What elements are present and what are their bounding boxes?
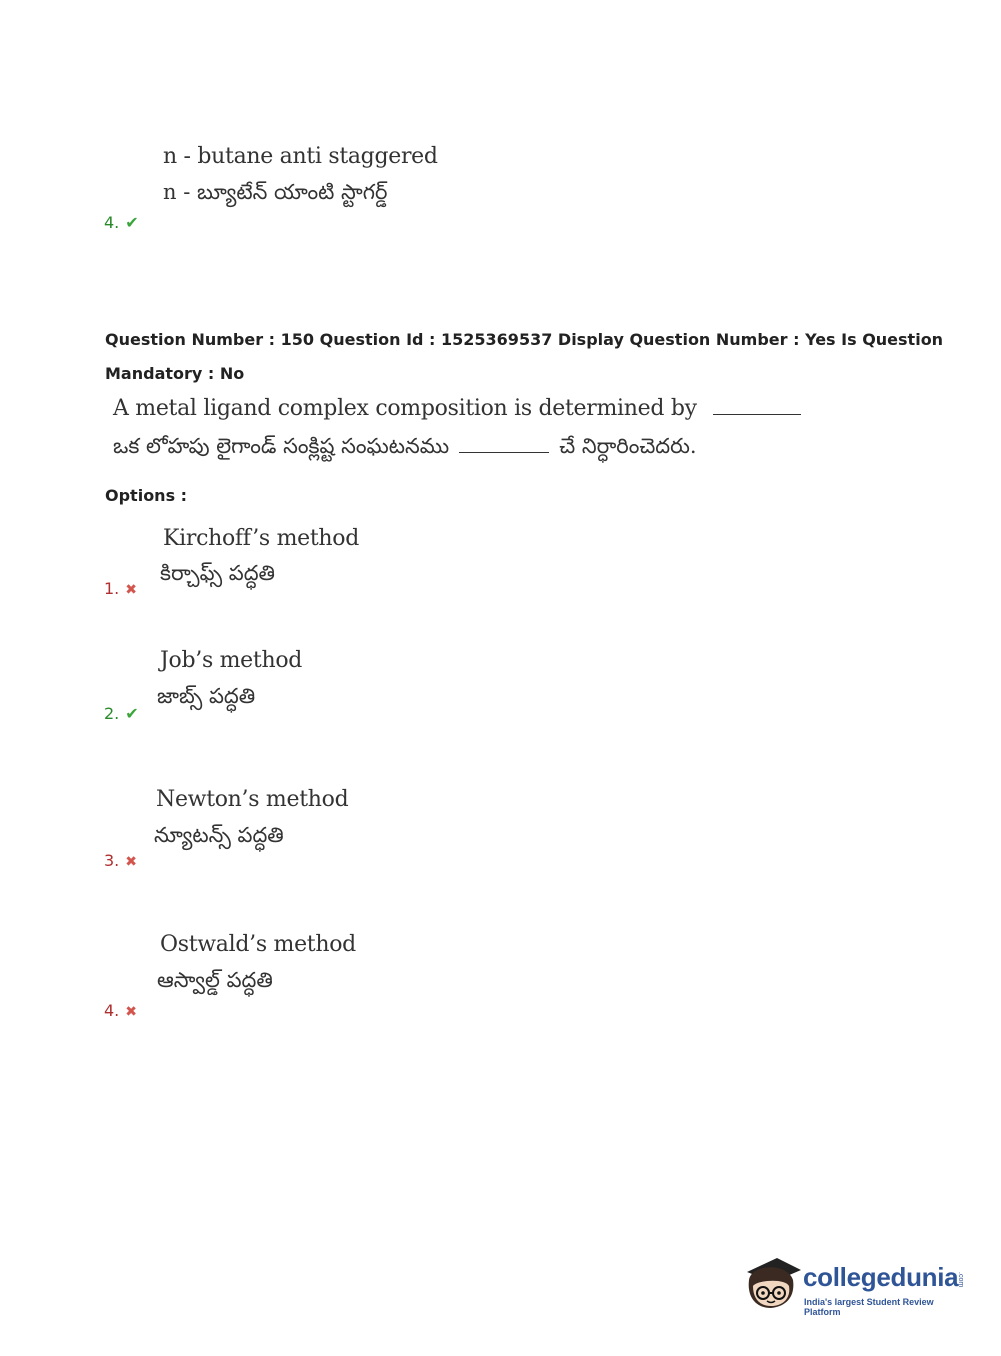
options-label: Options : <box>105 486 188 505</box>
option-1-english: Kirchoff’s method <box>163 526 360 551</box>
option-4-telugu: ఆస్వాల్డ్ పద్ధతి <box>157 968 273 992</box>
collegedunia-logo <box>741 1250 971 1320</box>
logo-suffix: .com <box>957 1272 964 1288</box>
option-2-telugu: జాబ్స్ పద్ధతి <box>157 684 256 708</box>
option-4-english: Ostwald’s method <box>160 932 356 957</box>
question-text-telugu: ఒక లోహపు లైగాండ్ సంక్లిష్ట సంఘటనము చే నిర్ధారించెదరు. <box>113 434 697 458</box>
prev-option-telugu: n - బ్యూటేన్ యాంటి స్టాగర్డ్ <box>163 180 388 204</box>
mascot-icon <box>741 1250 803 1316</box>
option-3-english: Newton’s method <box>156 787 349 812</box>
cross-icon: ✖ <box>125 582 137 598</box>
option-3-number: 3. ✖ <box>104 851 137 870</box>
check-icon: ✔ <box>125 704 139 723</box>
option-1-telugu: కిర్చాఫ్స్ పద్ధతి <box>160 561 275 585</box>
cross-icon: ✖ <box>125 854 137 870</box>
prev-option-english: n - butane anti staggered <box>163 144 438 169</box>
check-icon: ✔ <box>125 213 139 232</box>
answer-blank-telugu <box>459 438 549 453</box>
option-2-number: 2. ✔ <box>104 704 139 723</box>
option-1-number: 1. ✖ <box>104 579 137 598</box>
prev-option-number: 4. ✔ <box>104 213 139 232</box>
question-text-english: A metal ligand complex composition is determined by <box>113 396 801 421</box>
option-2-english: Job’s method <box>160 648 303 673</box>
question-meta-line2: Mandatory : No <box>105 364 245 383</box>
logo-name: collegedunia <box>803 1262 959 1292</box>
question-meta-line1: Question Number : 150 Question Id : 1525369537 Display Question Number : Yes Is Question <box>105 330 944 349</box>
logo-tagline: India's largest Student Review Platform <box>804 1297 934 1317</box>
cross-icon: ✖ <box>125 1004 137 1020</box>
option-3-telugu: న్యూటన్స్ పద్ధతి <box>154 823 284 847</box>
answer-blank <box>713 400 801 415</box>
option-4-number: 4. ✖ <box>104 1001 137 1020</box>
